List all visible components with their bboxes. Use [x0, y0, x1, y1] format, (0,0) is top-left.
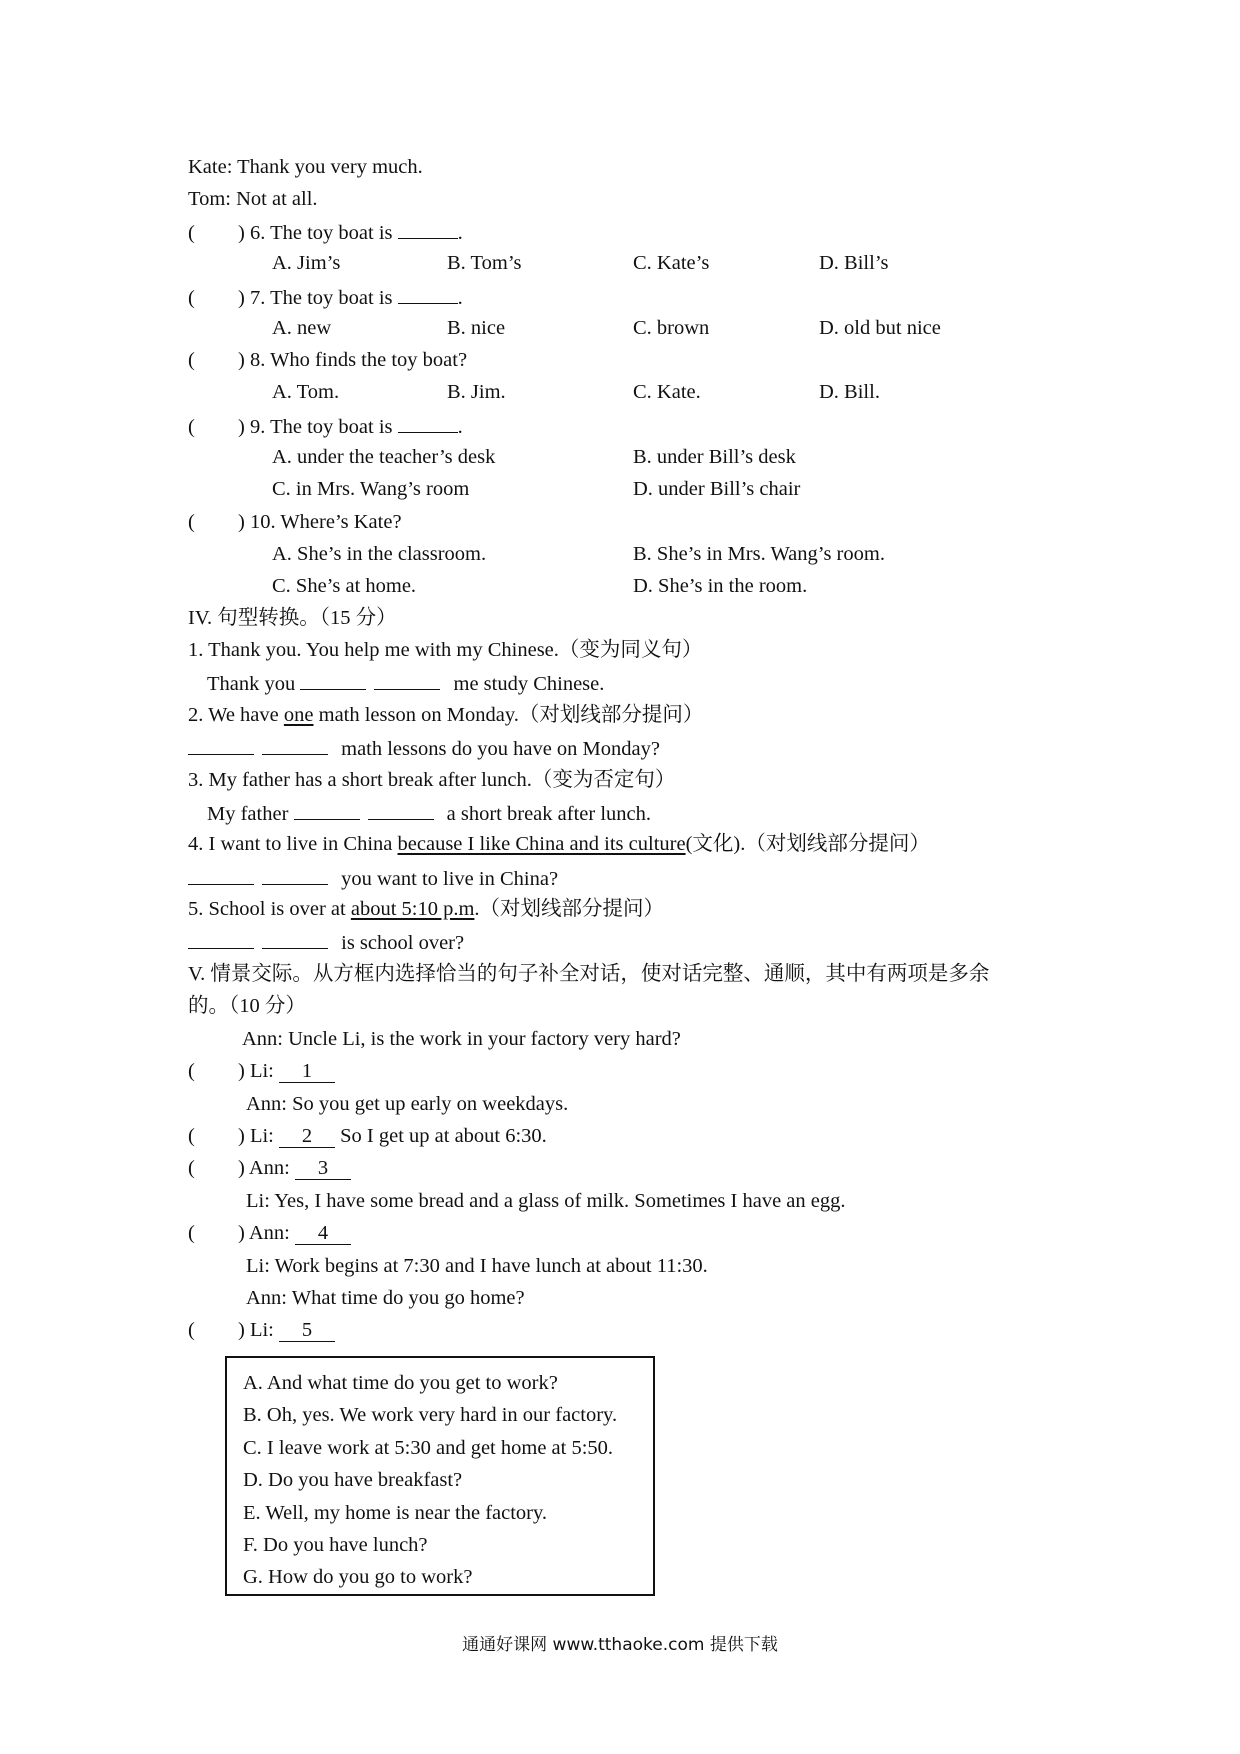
question-6: ( ) 6. The toy boat is .	[188, 216, 463, 246]
question-7: ( ) 7. The toy boat is .	[188, 281, 463, 311]
transform-question-1: 1. Thank you. You help me with my Chinese.（变为同义句）	[188, 635, 702, 665]
page-footer: 通通好课网 www.tthaoke.com 提供下载	[462, 1635, 778, 1655]
question-stem: ) 7. The toy boat is	[238, 287, 393, 309]
option-c: C. brown	[633, 317, 710, 339]
box-option-e: E. Well, my home is near the factory.	[243, 1502, 548, 1524]
options-box	[225, 1356, 655, 1596]
transform-question-5: 5. School is over at about 5:10 p.m.（对划线部分提问）	[188, 894, 664, 924]
answer-blank	[368, 797, 434, 820]
option-a: A. Jim’s	[272, 252, 341, 274]
answer-blank	[294, 797, 360, 820]
dialogue-ann-2: Ann: So you get up early on weekdays.	[246, 1093, 569, 1115]
instruction-note: （对划线部分提问）	[745, 833, 930, 855]
answer-blank	[300, 667, 366, 690]
option-c: C. She’s at home.	[272, 575, 417, 597]
dialogue-line-kate: Kate: Thank you very much.	[188, 156, 423, 178]
transform-answer-1: Thank you me study Chinese.	[207, 667, 604, 697]
option-b: B. Jim.	[447, 381, 506, 403]
dialogue-li-4: Li: Work begins at 7:30 and I have lunch at about 11:30.	[246, 1255, 708, 1277]
question-8: ( ) 8. Who finds the toy boat?	[188, 345, 467, 375]
dialogue-li-1: ( ) Li: 1	[188, 1056, 335, 1086]
option-c: C. in Mrs. Wang’s room	[272, 478, 470, 500]
option-a: A. She’s in the classroom.	[272, 543, 487, 565]
underlined-part: because I like China and its culture	[397, 833, 686, 855]
section-4-heading: IV. 句型转换。（15 分）	[188, 607, 397, 629]
transform-question-2: 2. We have one math lesson on Monday.（对划线部分提问）	[188, 700, 703, 730]
dialogue-line-tom: Tom: Not at all.	[188, 188, 318, 210]
dialogue-li-3: Li: Yes, I have some bread and a glass of milk. Sometimes I have an egg.	[246, 1190, 846, 1212]
option-c: C. Kate.	[633, 381, 701, 403]
dialogue-ann-4: ( ) Ann: 4	[188, 1218, 351, 1248]
option-a: A. under the teacher’s desk	[272, 446, 496, 468]
answer-blank	[262, 862, 328, 885]
question-stem: ) 6. The toy boat is	[238, 222, 393, 244]
box-option-d: D. Do you have breakfast?	[243, 1469, 463, 1491]
dialogue-ann-5: Ann: What time do you go home?	[246, 1287, 525, 1309]
box-option-c: C. I leave work at 5:30 and get home at 5:50.	[243, 1437, 614, 1459]
option-a: A. Tom.	[272, 381, 340, 403]
answer-blank	[262, 926, 328, 949]
blank-number: 3	[295, 1153, 351, 1180]
instruction-note: （变为否定句）	[531, 769, 676, 791]
dialogue-li-5: ( ) Li: 5	[188, 1315, 335, 1345]
question-stem: ) 8. Who finds the toy boat?	[238, 349, 468, 371]
question-stem: ) 10. Where’s Kate?	[238, 511, 402, 533]
dialogue-ann-1: Ann: Uncle Li, is the work in your factory very hard?	[242, 1028, 681, 1050]
dialogue-li-2: ( ) Li: 2 So I get up at about 6:30.	[188, 1121, 547, 1151]
answer-blank	[374, 667, 440, 690]
question-9: ( ) 9. The toy boat is .	[188, 410, 463, 440]
answer-blank	[188, 732, 254, 755]
option-b: B. She’s in Mrs. Wang’s room.	[633, 543, 885, 565]
question-10: ( ) 10. Where’s Kate?	[188, 507, 402, 537]
answer-blank	[188, 862, 254, 885]
blank-number: 4	[295, 1218, 351, 1245]
dialogue-ann-3: ( ) Ann: 3	[188, 1153, 351, 1183]
underlined-part: about 5:10 p.m	[350, 898, 475, 920]
option-b: B. nice	[447, 317, 506, 339]
instruction-note: （对划线部分提问）	[479, 898, 665, 920]
option-d: D. old but nice	[819, 317, 941, 339]
transform-answer-5: is school over?	[188, 926, 464, 956]
option-c: C. Kate’s	[633, 252, 710, 274]
transform-question-4: 4. I want to live in China because I like China and its culture(文化).（对划线部分提问）	[188, 829, 930, 859]
answer-blank	[398, 410, 458, 433]
blank-number: 2	[279, 1121, 335, 1148]
blank-number: 5	[279, 1315, 335, 1342]
answer-blank	[262, 732, 328, 755]
section-5-heading-line-2: 的。（10 分）	[188, 995, 306, 1017]
option-a: A. new	[272, 317, 332, 339]
instruction-note: （对划线部分提问）	[518, 704, 704, 726]
box-option-f: F. Do you have lunch?	[243, 1534, 428, 1556]
transform-answer-3: My father a short break after lunch.	[207, 797, 651, 827]
option-d: D. under Bill’s chair	[633, 478, 801, 500]
option-b: B. under Bill’s desk	[633, 446, 796, 468]
instruction-note: （变为同义句）	[558, 639, 703, 661]
option-b: B. Tom’s	[447, 252, 522, 274]
underlined-part: one	[283, 704, 314, 726]
option-d: D. Bill.	[819, 381, 880, 403]
box-option-g: G. How do you go to work?	[243, 1566, 473, 1588]
transform-answer-2: math lessons do you have on Monday?	[188, 732, 660, 762]
box-option-b: B. Oh, yes. We work very hard in our factory.	[243, 1404, 618, 1426]
option-d: D. Bill’s	[819, 252, 889, 274]
option-d: D. She’s in the room.	[633, 575, 808, 597]
answer-blank	[398, 281, 458, 304]
question-stem: ) 9. The toy boat is	[238, 416, 393, 438]
transform-answer-4: you want to live in China?	[188, 862, 558, 892]
section-5-heading-line-1: V. 情景交际。从方框内选择恰当的句子补全对话，使对话完整、通顺，其中有两项是多余	[188, 963, 990, 985]
blank-number: 1	[279, 1056, 335, 1083]
box-option-a: A. And what time do you get to work?	[243, 1372, 558, 1394]
answer-blank	[188, 926, 254, 949]
answer-blank	[398, 216, 458, 239]
transform-question-3: 3. My father has a short break after lunch.（变为否定句）	[188, 765, 675, 795]
